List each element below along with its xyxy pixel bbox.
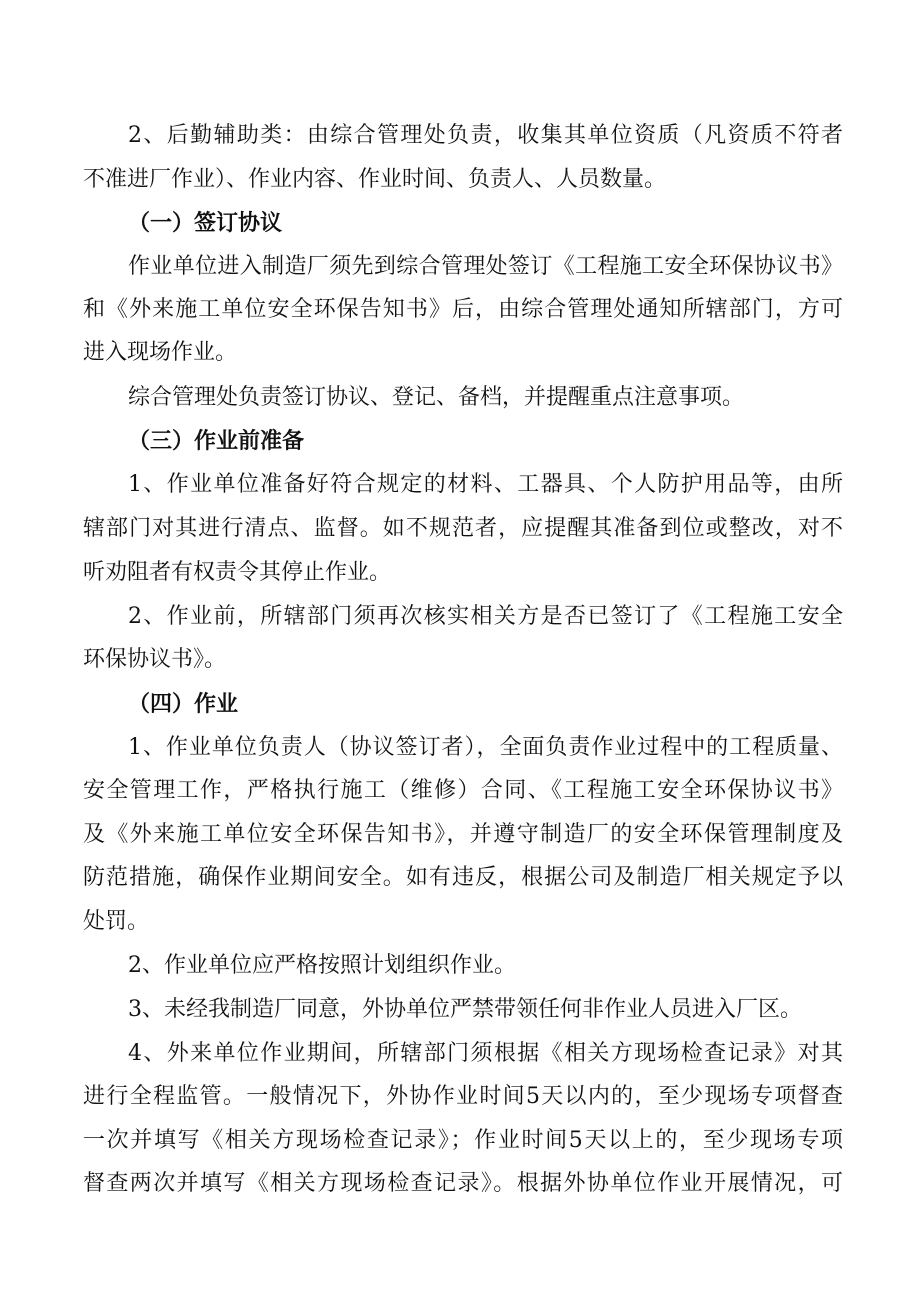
text-line: 辖部门对其进行清点、监督。如不规范者，应提醒其准备到位或整改，对不	[83, 516, 843, 541]
text-line: 安全管理工作，严格执行施工（维修）合同、《工程施工安全环保协议书》	[83, 778, 843, 803]
text-line: 防范措施，确保作业期间安全。如有违反，根据公司及制造厂相关规定予以	[83, 865, 843, 890]
section-heading: （三）作业前准备	[128, 428, 305, 454]
section-heading: （四）作业	[128, 691, 239, 717]
text-line: 1、作业单位准备好符合规定的材料、工器具、个人防护用品等，由所	[128, 472, 843, 497]
text-line: 及《外来施工单位安全环保告知书》，并遵守制造厂的安全环保管理制度及	[83, 822, 843, 847]
text-line: 2、后勤辅助类：由综合管理处负责，收集其单位资质（凡资质不符者	[128, 123, 843, 148]
text-line: 环保协议书》。	[83, 647, 227, 672]
text-line: 2、作业单位应严格按照计划组织作业。	[128, 953, 516, 978]
text-line: 督查两次并填写《相关方现场检查记录》。根据外协单位作业开展情况，可	[83, 1171, 843, 1196]
text-line: 作业单位进入制造厂须先到综合管理处签订《工程施工安全环保协议书》	[128, 254, 843, 279]
text-line: 3、未经我制造厂同意，外协单位严禁带领任何非作业人员进入厂区。	[128, 997, 802, 1022]
text-line: 4、外来单位作业期间，所辖部门须根据《相关方现场检查记录》对其	[128, 1041, 843, 1066]
text-line: 处罚。	[83, 909, 150, 934]
text-line: 进入现场作业。	[83, 340, 238, 365]
text-line: 一次并填写《相关方现场检查记录》；作业时间5天以上的，至少现场专项	[83, 1128, 843, 1153]
text-line: 1、作业单位负责人（协议签订者），全面负责作业过程中的工程质量、	[128, 735, 843, 760]
section-heading: （一）签订协议	[128, 210, 283, 236]
text-line: 进行全程监管。一般情况下，外协作业时间5天以内的，至少现场专项督查	[83, 1084, 843, 1109]
text-line: 听劝阻者有权责令其停止作业。	[83, 560, 392, 585]
text-line: 综合管理处负责签订协议、登记、备档，并提醒重点注意事项。	[128, 385, 745, 410]
text-line: 和《外来施工单位安全环保告知书》后，由综合管理处通知所辖部门，方可	[83, 297, 843, 322]
text-line: 2、作业前，所辖部门须再次核实相关方是否已签订了《工程施工安全	[128, 604, 843, 629]
text-line: 不准进厂作业）、作业内容、作业时间、负责人、人员数量。	[83, 167, 667, 192]
